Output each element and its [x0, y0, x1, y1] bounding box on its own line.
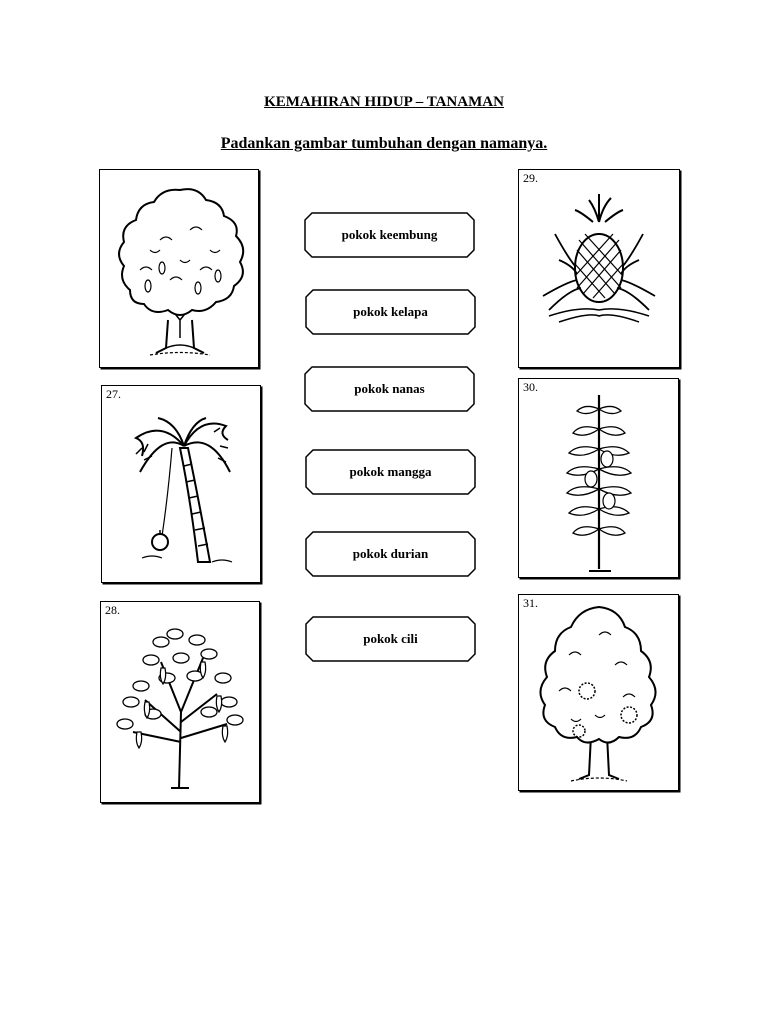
worksheet-title: KEMAHIRAN HIDUP – TANAMAN — [264, 94, 504, 110]
label-text: pokok nanas — [354, 381, 425, 396]
label-text: pokok kelapa — [353, 304, 428, 319]
label-text: pokok cili — [363, 631, 418, 646]
papaya-tree-icon — [519, 379, 678, 577]
label-text: pokok durian — [352, 546, 429, 561]
label-text: pokok keembung — [341, 227, 438, 242]
picture-box-31 — [518, 594, 679, 791]
label-text: pokok mangga — [349, 464, 432, 479]
picture-box-29 — [518, 169, 680, 368]
picture-number: 28. — [105, 603, 120, 617]
label-pokok-kelapa[interactable] — [305, 289, 476, 335]
label-pokok-durian[interactable] — [305, 531, 476, 577]
picture-number: 27. — [106, 387, 121, 401]
picture-box-mango — [99, 169, 259, 368]
label-pokok-keembung[interactable] — [304, 212, 475, 258]
durian-tree-icon — [519, 595, 678, 790]
picture-number: 31. — [523, 596, 538, 610]
picture-box-27 — [101, 385, 261, 583]
picture-number: 30. — [523, 380, 538, 394]
picture-box-30 — [518, 378, 679, 578]
worksheet-instruction: Padankan gambar tumbuhan dengan namanya. — [220, 135, 548, 152]
picture-box-28 — [100, 601, 260, 803]
label-pokok-mangga[interactable] — [305, 449, 476, 495]
chili-plant-icon — [101, 602, 259, 802]
coconut-tree-icon — [102, 386, 260, 582]
label-pokok-nanas[interactable] — [304, 366, 475, 412]
pineapple-plant-icon — [519, 170, 679, 367]
label-pokok-cili[interactable] — [305, 616, 476, 662]
mango-tree-icon — [100, 170, 258, 367]
picture-number: 29. — [523, 171, 538, 185]
